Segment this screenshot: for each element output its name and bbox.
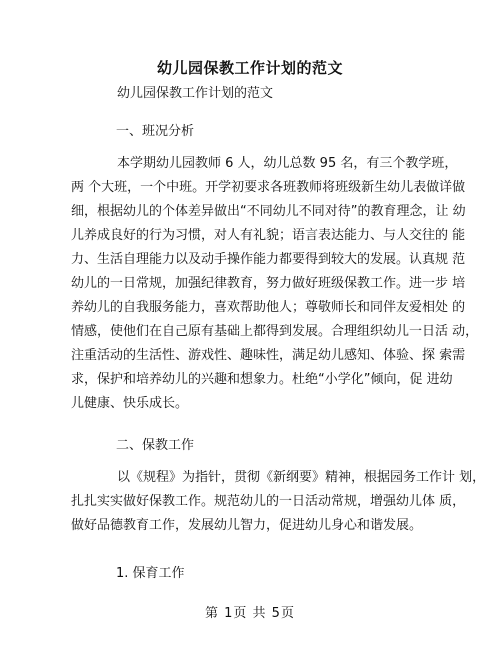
paragraph-line: 求，保护和培养幼儿的兴趣和想象力。杜绝“小学化”倾向，促 进幼 (71, 372, 453, 387)
page-footer: 第 1页 共 5页 (205, 606, 295, 621)
subsection-heading-care-work: 1. 保育工作 (116, 566, 185, 581)
document-title: 幼儿园保教工作计划的范文 (156, 59, 343, 77)
paragraph-line: 扎扎实实做好保教工作。规范幼儿的一日活动常规，增强幼儿体 质， (71, 494, 466, 509)
paragraph-line: 注重活动的生活性、游戏性、趣味性，满足幼儿感知、体验、探 索需 (71, 348, 466, 363)
paragraph-line: 幼儿的一日常规，加强纪律教育，努力做好班级保教工作。进一步 培 (71, 276, 466, 291)
paragraph-line: 儿健康、快乐成长。 (71, 396, 189, 411)
section-heading-care-education: 二、保教工作 (116, 438, 195, 453)
paragraph-line: 养幼儿的自我服务能力，喜欢帮助他人；尊敬师长和同伴友爱相处 的 (71, 300, 466, 315)
document-subtitle: 幼儿园保教工作计划的范文 (117, 86, 274, 101)
paragraph-line: 力、生活自理能力以及动手操作能力都要得到较大的发展。认真规 范 (71, 252, 466, 267)
paragraph-line: 做好品德教育工作，发展幼儿智力，促进幼儿身心和谐发展。 (71, 518, 423, 533)
paragraph-line: 两 个大班，一个中班。开学初要求各班教师将班级新生幼儿表做详做 (71, 180, 466, 195)
paragraph-line: 以《规程》为指针，贯彻《新纲要》精神，根据园务工作计 划， (117, 470, 486, 485)
paragraph-line: 细，根据幼儿的个体差异做出“不同幼儿不同对待”的教育理念，让 幼 (71, 204, 466, 219)
section-heading-class-analysis: 一、班况分析 (116, 124, 195, 139)
paragraph-line: 儿养成良好的行为习惯，对人有礼貌；语言表达能力、与人交往的 能 (71, 228, 466, 243)
paragraph-line: 本学期幼儿园教师 6 人，幼儿总数 95 名，有三个教学班， (117, 156, 458, 171)
paragraph-line: 情感，使他们在自己原有基础上都得到发展。合理组织幼儿一日活 动， (71, 324, 479, 339)
